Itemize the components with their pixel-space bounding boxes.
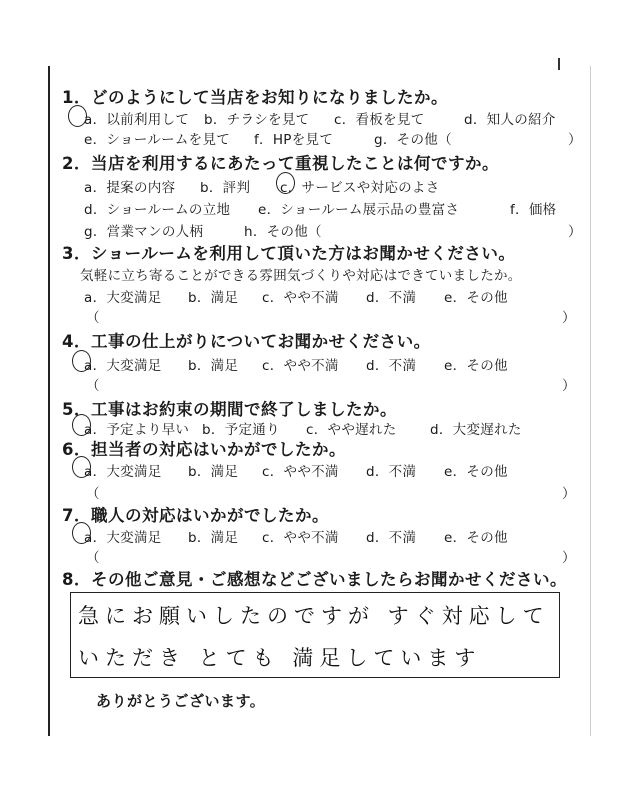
q5-answer-circle	[72, 414, 91, 436]
q1-option-c: c．看板を見て	[334, 112, 425, 128]
q2-option-e: e．ショールーム展示品の豊富さ	[258, 202, 460, 218]
q2-title: 2．当店を利用するにあたって重視したことは何ですか。	[62, 154, 499, 173]
q2-option-f: f．価格	[510, 202, 557, 218]
q2-option-h: h．その他（	[244, 224, 322, 240]
q3-title: 3．ショールームを利用して頂いた方はお聞かせください。	[62, 244, 516, 263]
q7-option-d: d．不満	[366, 530, 417, 546]
q5-option-d: d．大変遅れた	[430, 422, 522, 438]
q3-subtext: 気軽に立ち寄ることができる雰囲気づくりや対応はできていましたか。	[80, 268, 522, 284]
q4-option-a: a．大変満足	[84, 358, 162, 374]
q2-option-b: b．評判	[200, 180, 251, 196]
q1-option-b: b．チラシを見て	[204, 112, 310, 128]
q1-paren-close: ）	[568, 132, 582, 148]
q7-answer-circle	[72, 522, 91, 544]
handwritten-comment-line2: いただき とても 満足しています	[78, 646, 482, 670]
q5-option-c: c．やや遅れた	[306, 422, 397, 438]
q3-paren-open: （	[86, 310, 100, 326]
q1-title: 1．どのようにして当店をお知りになりましたか。	[62, 88, 448, 107]
q4-option-c: c．やや不満	[262, 358, 339, 374]
q8-title: 8．その他ご意見・ご感想などございましたらお聞かせください。	[62, 570, 567, 589]
q7-paren-open: （	[86, 550, 100, 566]
q7-option-a: a．大変満足	[84, 530, 162, 546]
margin-mark	[558, 58, 560, 70]
q6-option-c: c．やや不満	[262, 464, 339, 480]
q3-option-a: a．大変満足	[84, 290, 162, 306]
q6-paren-open: （	[86, 486, 100, 502]
q5-option-b: b．予定通り	[202, 422, 280, 438]
q3-option-c: c．やや不満	[262, 290, 339, 306]
q4-option-e: e．その他	[444, 358, 508, 374]
q2-option-g: g．営業マンの人柄	[84, 224, 204, 240]
q7-paren-close: ）	[562, 550, 576, 566]
q6-option-d: d．不満	[366, 464, 417, 480]
q1-option-g: g．その他（	[374, 132, 452, 148]
q4-option-b: b．満足	[188, 358, 239, 374]
q6-answer-circle	[72, 456, 91, 478]
q4-paren-close: ）	[562, 378, 576, 394]
q6-option-e: e．その他	[444, 464, 508, 480]
closing-thanks: ありがとうございます。	[96, 692, 266, 710]
q1-option-f: f．HPを見て	[254, 132, 334, 148]
q3-option-b: b．満足	[188, 290, 239, 306]
q3-option-d: d．不満	[366, 290, 417, 306]
q6-option-a: a．大変満足	[84, 464, 162, 480]
q2-option-c: c．サービスや対応のよさ	[280, 180, 440, 196]
q4-title: 4．工事の仕上がりについてお聞かせください。	[62, 332, 431, 351]
q4-option-d: d．不満	[366, 358, 417, 374]
q4-answer-circle	[72, 350, 91, 372]
q2-option-a: a．提案の内容	[84, 180, 176, 196]
q1-answer-circle	[68, 105, 87, 127]
q7-title: 7．職人の対応はいかがでしたか。	[62, 506, 329, 525]
q2-option-d: d．ショールームの立地	[84, 202, 231, 218]
q6-title: 6．担当者の対応はいかがでしたか。	[62, 440, 346, 459]
q3-option-e: e．その他	[444, 290, 508, 306]
q7-option-b: b．満足	[188, 530, 239, 546]
q5-title: 5．工事はお約束の期間で終了しましたか。	[62, 400, 397, 419]
q6-paren-close: ）	[562, 486, 576, 502]
q7-option-e: e．その他	[444, 530, 508, 546]
q6-option-b: b．満足	[188, 464, 239, 480]
q2-answer-circle	[276, 172, 295, 194]
q4-paren-open: （	[86, 378, 100, 394]
q7-option-c: c．やや不満	[262, 530, 339, 546]
q5-option-a: a．予定より早い	[84, 422, 190, 438]
q1-option-e: e．ショールームを見て	[84, 132, 231, 148]
q1-option-a: a．以前利用して	[84, 112, 190, 128]
handwritten-comment-line1: 急にお願いしたのですが すぐ対応して	[78, 604, 550, 628]
q1-option-d: d．知人の紹介	[464, 112, 556, 128]
q2-paren-close: ）	[568, 224, 582, 240]
q3-paren-close: ）	[562, 310, 576, 326]
